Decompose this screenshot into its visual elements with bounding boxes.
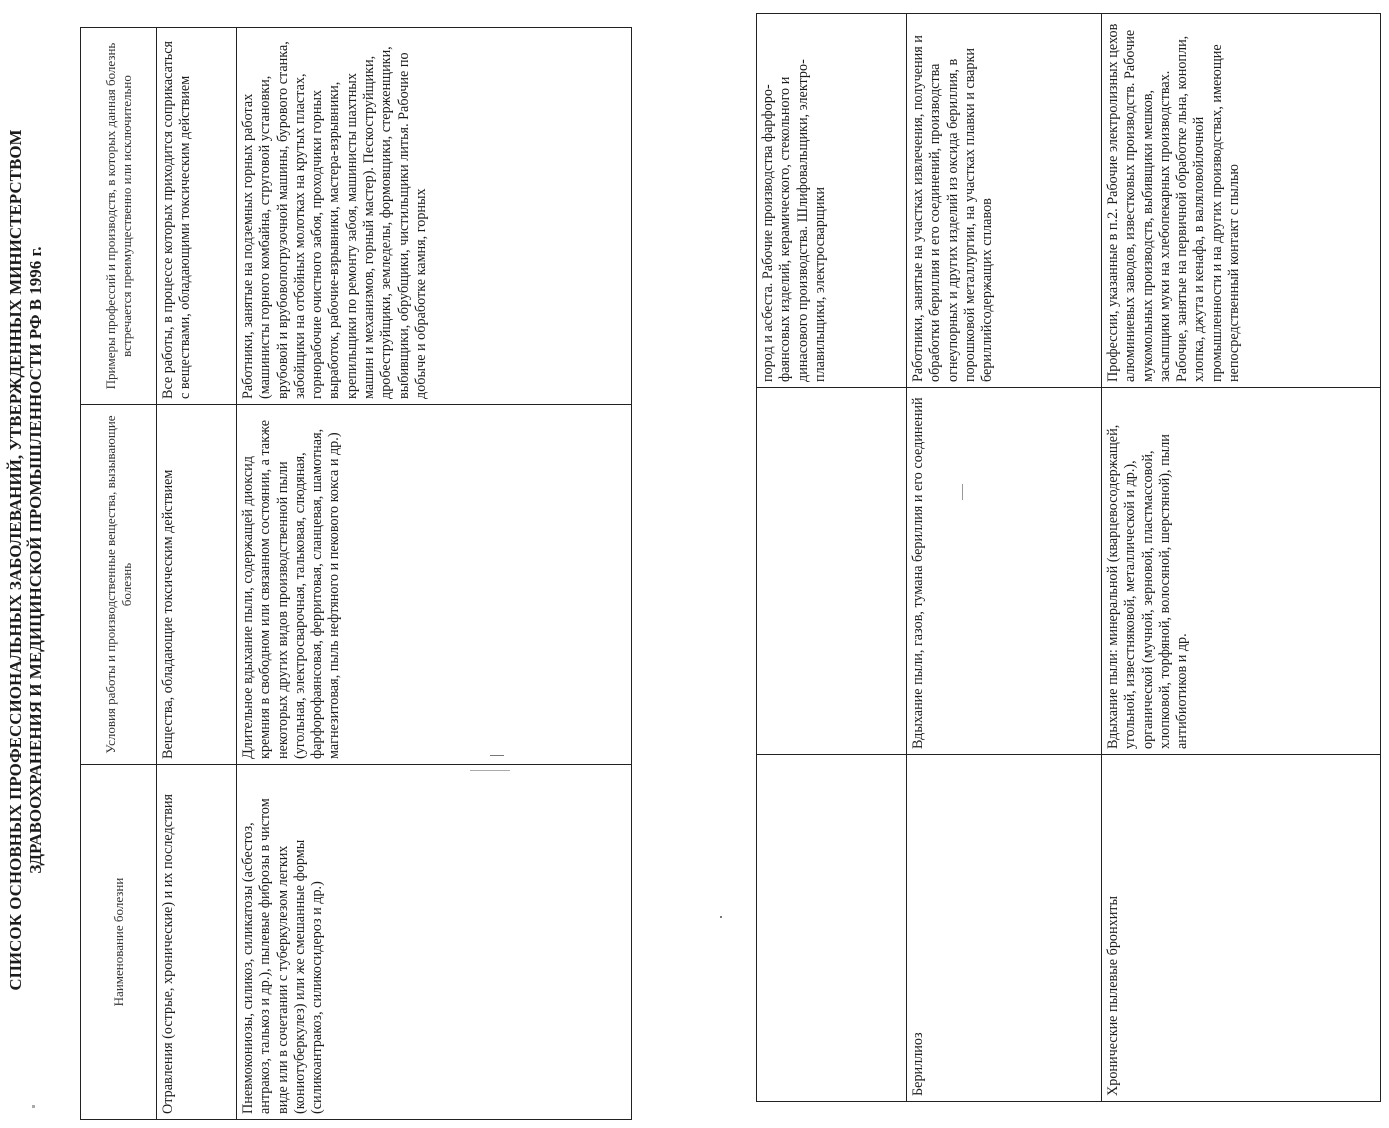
cell-examples: Все работы, в процессе которых приходится соприкасаться с веществами, обладающими токсическим действием [157, 28, 237, 405]
header-disease: Наименование болезни [81, 765, 157, 1120]
table-row [907, 14, 1102, 1102]
header-examples: Примеры профессий и производств, в которых данная болезнь встречается преимущественно или исключительно [81, 28, 157, 405]
cell-disease [757, 755, 907, 1102]
scan-speck [470, 770, 510, 771]
scan-speck [720, 916, 722, 918]
cell-conditions: Вдыхание пыли, газов, тумана бериллия и его соединений [907, 388, 1102, 755]
right-page-table [756, 14, 1381, 1102]
table-row [1102, 14, 1381, 1102]
scan-speck [962, 484, 963, 500]
cell-disease: Хронические пылевые бронхиты [1102, 755, 1381, 1102]
table-row [757, 14, 907, 1102]
cell-disease: Отравления (острые, хронические) и их последствия [157, 765, 237, 1120]
title-line-2: ЗДРАВООХРАНЕНИЯ И МЕДИЦИНСКОЙ ПРОМЫШЛЕННОСТИ РФ В 1996 г. [26, 246, 45, 874]
cell-conditions: Длительное вдыхание пыли, содержащей диоксид кремния в свободном или связанном состоянии, а также некоторых других видов производственной пыли (угольная, электросварочная, тальковая, слюдяная, фарфорофаянсовая, ферритовая, сланцевая, шамотная, магнезитовая, пыль нефтяного и пекового кокса и др.) [237, 405, 632, 765]
header-conditions: Условия работы и производственные вещества, вызывающие болезнь [81, 405, 157, 765]
cell-disease: Пневмокониозы, силикоз, силикатозы (асбестоз, антракоз, талькоз и др.), пылевые фиброзы в чистом виде или в сочетании с туберкулезом легких (кониотуберкулез) или же смешанные формы (силикоантракоз, силикосидероз и др.) [237, 765, 632, 1120]
cell-examples: Работники, занятые на подземных горных работах (машинисты горного комбайна, струговой установки, врубовой и врубовопогрузочной машины, бурового станка, забойщики на отбойных молотках на крутых пластах, горнорабочие очистного забоя, проходчики горных выработок, рабочие-взрывники, мастера-взрывники, крепильщики по ремонту забоя, машинисты шахтных машин и механизмов, горный мастер). Пескоструйщики, дробеструйщики, земледелы, формовщики, стерженщики, выбивщики, обрубщики, чистильщики литья. Рабочие по добыче и обработке камня, горных [237, 28, 632, 405]
cell-examples: Профессии, указанные в п.2. Рабочие электролизных цехов алюминиевых заводов, известковых производств. Рабочие мукомольных производств, выбивщики мешков, засыпщики муки на хлебопекарных производствах. Рабочие, занятые на первичной обработке льна, конопли, хлопка, джута и кенафа, в валяловойлочной промышленности и на других производствах, имеющие непосредственный контакт с пылью [1102, 14, 1381, 388]
title-line-1: СПИСОК ОСНОВНЫХ ПРОФЕССИОНАЛЬНЫХ ЗАБОЛЕВАНИЙ, УТВЕРЖДЕННЫХ МИНИСТЕРСТВОМ [6, 129, 25, 991]
cell-disease: Бериллиоз [907, 755, 1102, 1102]
cell-conditions: Вдыхание пыли: минеральной (кварцевосодержащей, угольной, известняковой, металлической и др.), органической (мучной, зерновой, пластмассовой, хлопковой, торфяной, волосяной, шерстяной), пыли антибиотиков и др. [1102, 388, 1381, 755]
scan-speck [490, 755, 504, 756]
cell-conditions [757, 388, 907, 755]
scan-speck [32, 1105, 35, 1108]
cell-examples: пород и асбеста. Рабочие производства фарфоро-фаянсовых изделий, керамического, стекольного и динасового производства. Шлифовальщики, электро-плавильщики, электросварщики [757, 14, 907, 388]
table-row [157, 28, 237, 1120]
cell-examples: Работники, занятые на участках извлечения, получения и обработки бериллия и его соединений, производства огнеупорных и других изделий из оксида бериллия, в порошковой металлургии, на участках плавки и сварки бериллийсодержащих сплавов [907, 14, 1102, 388]
table-row [237, 28, 632, 1120]
left-page-table [80, 28, 632, 1120]
cell-conditions: Вещества, обладающие токсическим действием [157, 405, 237, 765]
table-header-row [81, 28, 157, 1120]
page-title [6, 8, 68, 1112]
